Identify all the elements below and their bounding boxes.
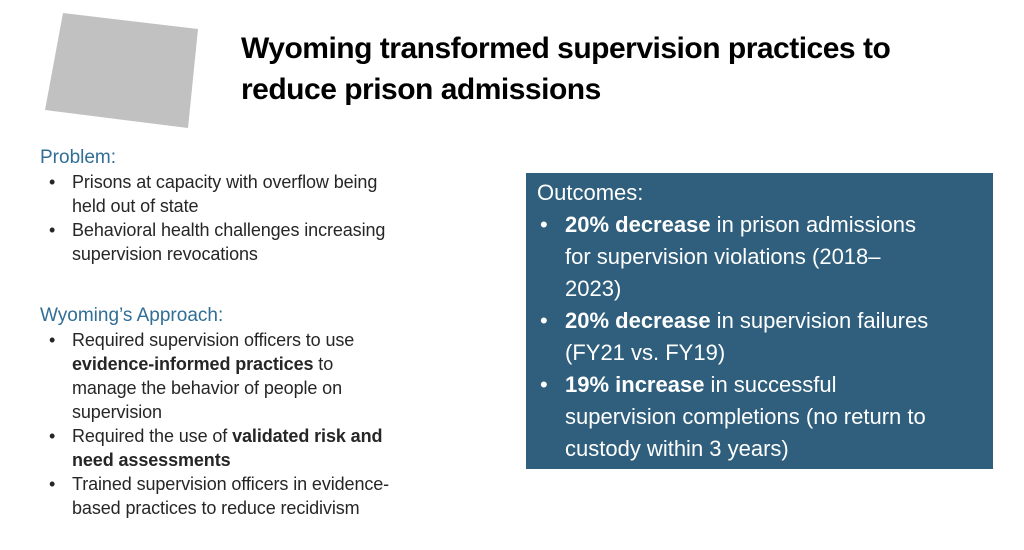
bullet-text: in successful supervision completions (no return to custody within 3 years) <box>565 372 926 461</box>
bullet-text: Behavioral health challenges increasing supervision revocations <box>72 220 386 264</box>
bullet-text-emphasis: validated risk and need assessments <box>72 426 383 470</box>
page-title: Wyoming transformed supervision practices to reduce prison admissions <box>241 32 891 106</box>
list-item <box>40 218 402 266</box>
bullet-text-emphasis: 19% increase <box>565 372 705 397</box>
list-item <box>537 305 931 369</box>
problem-section <box>40 146 460 266</box>
wyoming-state-icon <box>40 8 205 133</box>
problem-list <box>40 170 460 266</box>
problem-heading: Problem: <box>40 147 117 168</box>
approach-list <box>40 328 460 520</box>
bullet-text: Required the use of <box>72 426 233 446</box>
approach-section <box>40 304 460 520</box>
bullet-text: to manage the behavior of people on supervision <box>72 354 343 422</box>
bullet-text: Trained supervision officers in evidence-based practices to reduce recidivism <box>72 474 390 518</box>
bullet-text: in prison admissions for supervision violations (2018–2023) <box>565 212 916 301</box>
outcomes-heading: Outcomes: <box>537 180 644 205</box>
outcomes-list <box>537 209 931 465</box>
bullet-text-emphasis: 20% decrease <box>565 308 711 333</box>
list-item <box>537 369 931 465</box>
bullet-text: Required supervision officers to use <box>72 330 355 350</box>
list-item <box>40 328 402 424</box>
bullet-text-emphasis: 20% decrease <box>565 212 711 237</box>
list-item <box>40 472 402 520</box>
wyoming-state-polygon <box>45 13 198 128</box>
list-item <box>40 424 402 472</box>
list-item <box>40 170 402 218</box>
approach-heading: Wyoming’s Approach: <box>40 305 224 326</box>
bullet-text-emphasis: evidence-informed practices <box>72 354 314 374</box>
bullet-text: in supervision failures (FY21 vs. FY19) <box>565 308 929 365</box>
bullet-text: Prisons at capacity with overflow being held out of state <box>72 172 378 216</box>
list-item <box>537 209 931 305</box>
outcomes-panel <box>526 173 993 469</box>
